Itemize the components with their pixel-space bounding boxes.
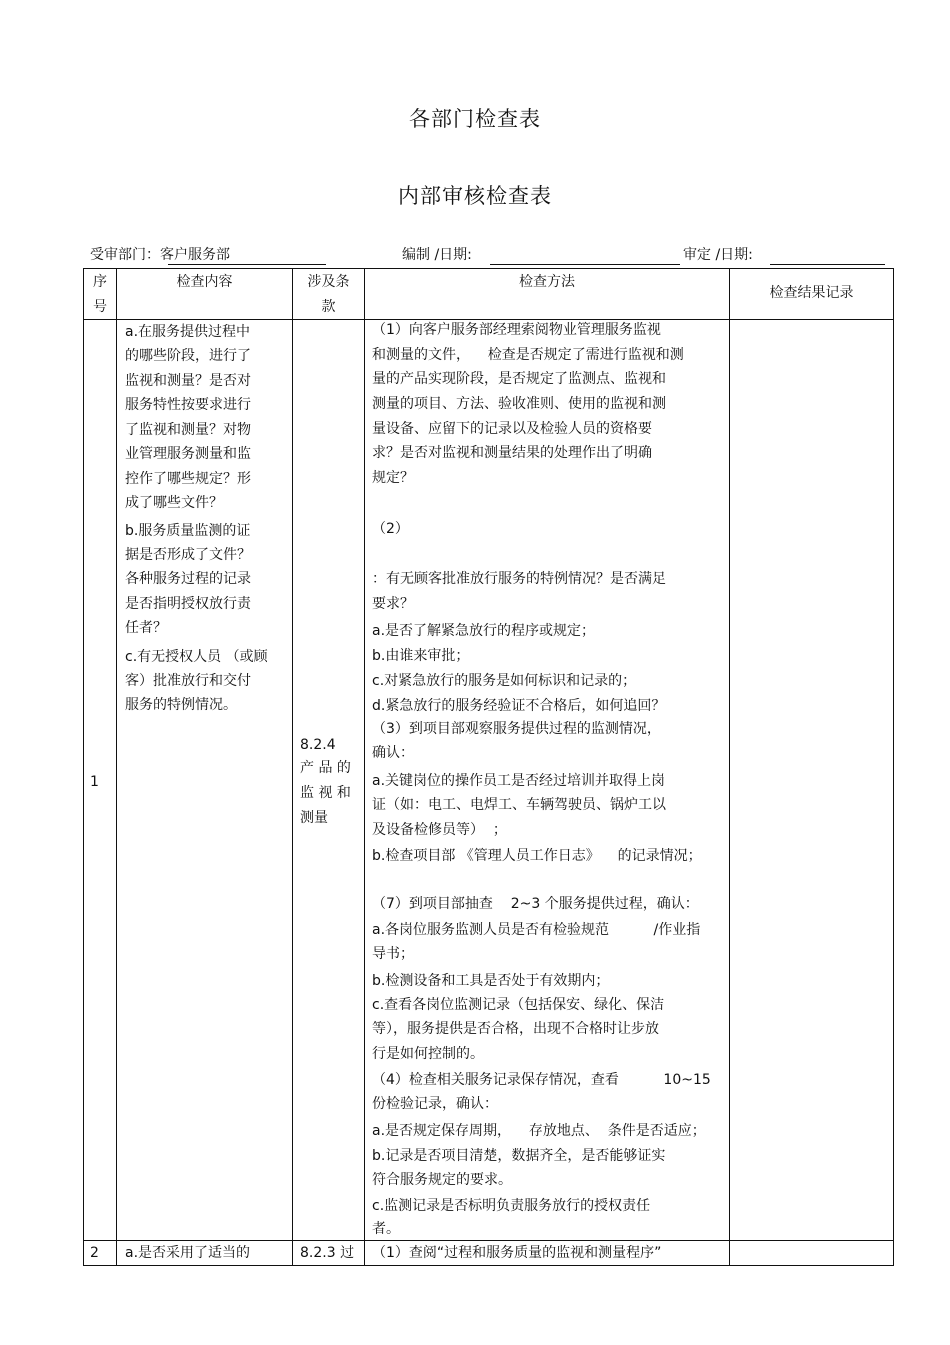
prepared-underline <box>490 264 680 265</box>
header-result: 检查结果记录 <box>769 285 854 301</box>
header-clause: 涉及条 款 <box>307 274 350 315</box>
audited-department: 受审部门：客户服务部 <box>90 247 230 263</box>
row-seq: 1 <box>90 774 99 790</box>
page-subtitle: 内部审核检查表 <box>398 184 552 208</box>
row-clause: 8.2.3 过 <box>300 1245 355 1261</box>
approved-underline <box>770 264 885 265</box>
header-content: 检查内容 <box>176 274 233 290</box>
approved-date-label: 审定 /日期: <box>683 247 753 263</box>
prepared-date-label: 编制 /日期: <box>402 247 472 263</box>
row-method: （1）查阅“过程和服务质量的监视和测量程序” <box>372 1245 662 1261</box>
row-seq: 2 <box>90 1245 99 1261</box>
header-method: 检查方法 <box>519 274 575 290</box>
page-title: 各部门检查表 <box>409 107 541 131</box>
dept-underline <box>168 264 326 265</box>
row-content: a.是否采用了适当的 <box>125 1245 251 1261</box>
header-seq: 序 号 <box>93 274 107 315</box>
